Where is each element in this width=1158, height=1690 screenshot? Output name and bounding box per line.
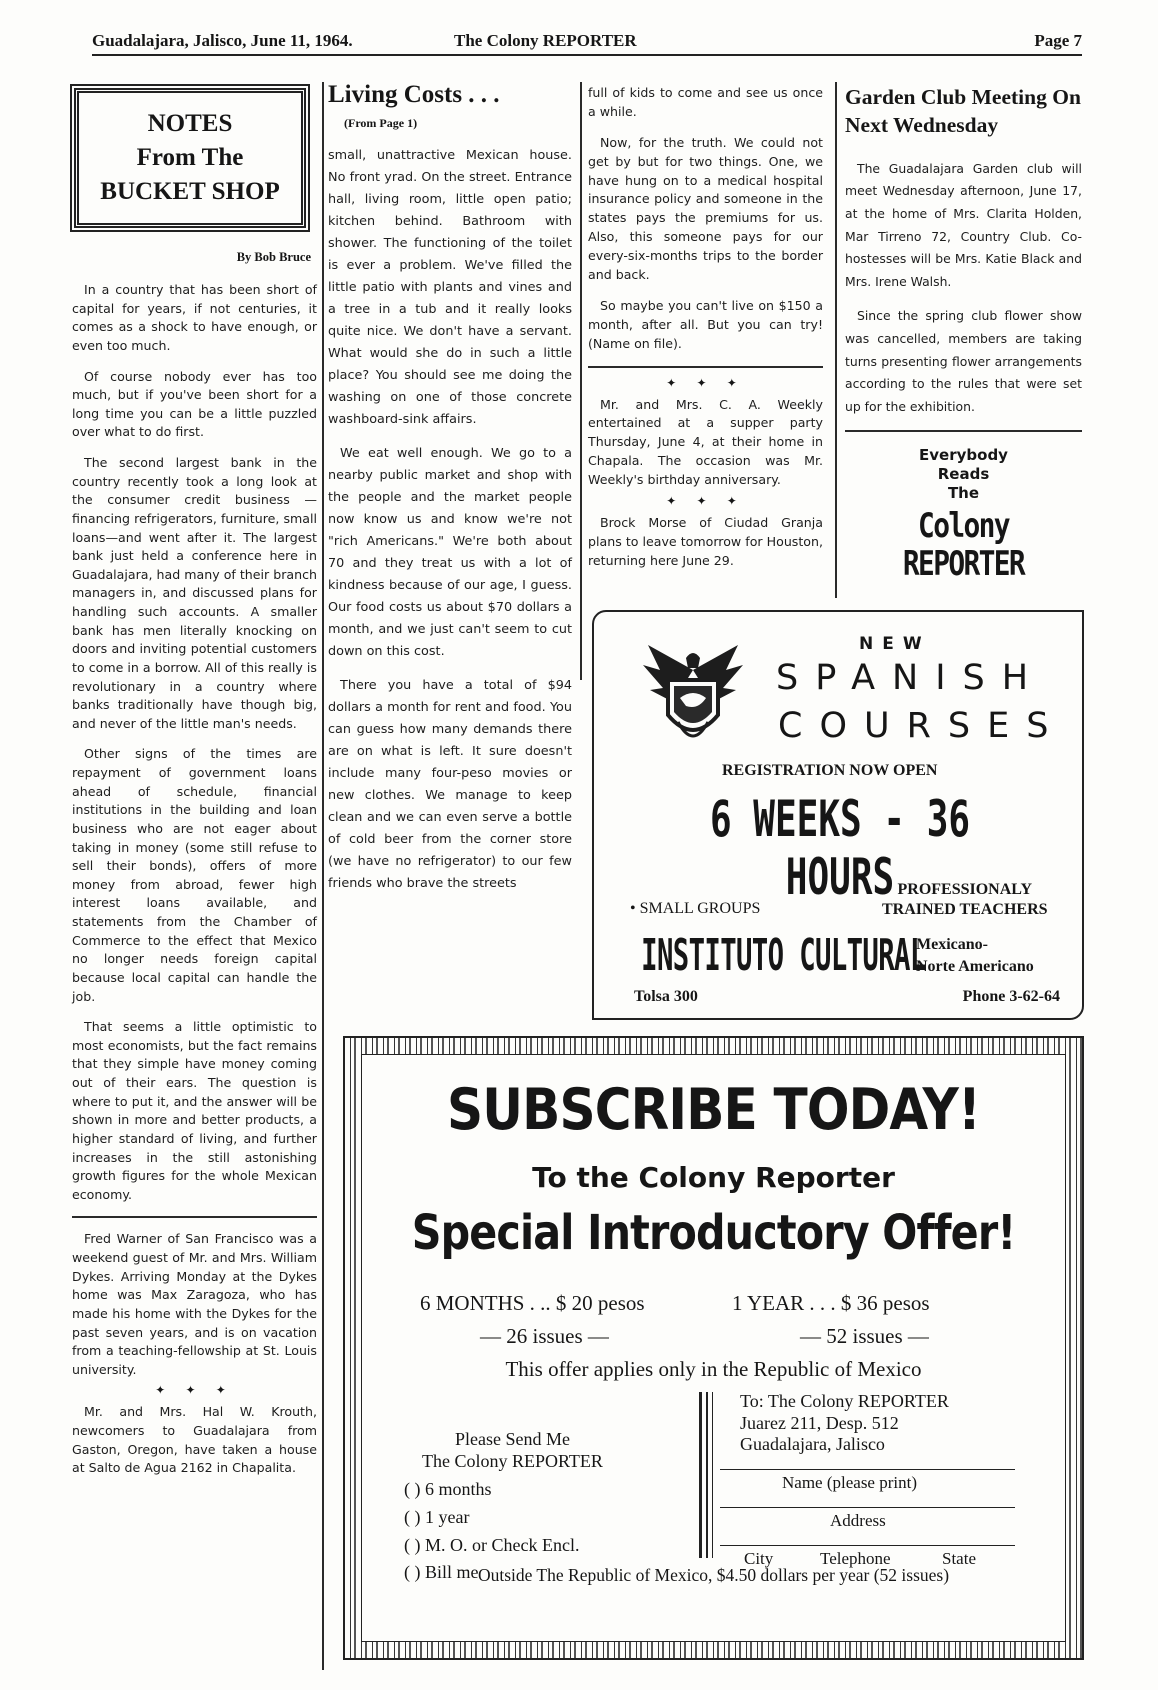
spanish-courses-ad [592, 610, 1084, 1020]
ad-small-groups: • SMALL GROUPS [630, 900, 761, 917]
promo-line: Reads [937, 464, 990, 483]
ad-spanish: SPANISH [776, 658, 1046, 698]
issues-26: — 26 issues — [480, 1324, 609, 1348]
please-send-me [422, 1429, 603, 1472]
issues-52: — 52 issues — [800, 1324, 929, 1348]
special-offer: Special Introductory Offer! [411, 1205, 1016, 1261]
address-line: Juarez 211, Desp. 512 [740, 1412, 899, 1433]
paragraph: In a country that has been short of capital for years, if not centuries, it comes as a shock to have enough, or even too much. [72, 282, 317, 353]
ornament: ✦ ✦ ✦ [666, 375, 745, 390]
box-title-line: From The [136, 144, 244, 172]
ad-teachers-line: PROFESSIONALY [897, 881, 1033, 898]
dateline: Guadalajara, Jalisco, June 11, 1964. [92, 31, 353, 50]
section-divider [72, 1216, 317, 1218]
paragraph: full of kids to come and see us once a while. [588, 85, 823, 119]
box-title-line: BUCKET SHOP [100, 177, 280, 205]
paragraph: Now, for the truth. We could not get by but for two things. One, we have hung on to a medical hospital insurance policy and someone in the states pays the premiums for us. Also, this someone pays for our every-six-months trips to the border and back. [588, 134, 823, 283]
byline: By Bob Bruce [236, 250, 311, 264]
bucket-shop-column [72, 88, 317, 1490]
subscribe-to: To the Colony Reporter [532, 1161, 895, 1194]
masthead [92, 28, 1082, 56]
garden-club-column [845, 84, 1082, 583]
paragraph: So maybe you can't live on $150 a month, after all. But you can try! (Name on file). [588, 297, 823, 351]
name-line [720, 1469, 1015, 1470]
telephone-field[interactable]: Telephone [820, 1549, 891, 1568]
subscribe-ad [343, 1036, 1084, 1660]
ad-phone: Phone 3-62-64 [962, 988, 1060, 1005]
city-field[interactable]: City [744, 1549, 774, 1568]
coupon-divider [706, 1392, 708, 1558]
name-field[interactable]: Name (please print) [782, 1473, 917, 1492]
eagle-emblem-icon [638, 640, 748, 755]
ad-institute-name: INSTITUTO CULTURAL [641, 930, 926, 981]
paragraph: The Guadalajara Garden club will meet Wednesday afternoon, June 17, at the home of Mrs. Clarita Holden, Mar Tirreno 72, Country Club. Co-hostesses will be Mrs. Katie Black and Mrs. Irene Walsh. [845, 160, 1082, 289]
section-divider [845, 430, 1082, 432]
ad-teachers-line: TRAINED TEACHERS [882, 900, 1048, 918]
price-6-months: 6 MONTHS . .. $ 20 pesos [420, 1291, 645, 1315]
ornament: ✦ ✦ ✦ [155, 1383, 234, 1398]
address-line-rule [720, 1507, 1015, 1508]
paragraph: We eat well enough. We go to a nearby public market and shop with the people and the market people now know us and know we're not "rich Americans." We're both about 70 and they treat us with a lot of kindness because of our age, I guess. Our food costs us about $70 dollars a month, and we just can't seem to cut down on this cost. [328, 446, 572, 659]
paragraph: That seems a little optimistic to most economists, but the fact remains that they simple have money coming out of their ears. The question is where to put it, and the answer will be shown in more and better products, a higher standard of living, and further increases in the still astonishing growth figures for the whole Mexican economy. [72, 1019, 317, 1202]
subscribe-title: SUBSCRIBE TODAY! [447, 1077, 980, 1143]
please-line: Please Send Me [454, 1429, 570, 1449]
outside-mexico-price: Outside The Republic of Mexico, $4.50 dollars per year (52 issues) [477, 1565, 950, 1585]
column-rule [580, 82, 582, 680]
option-check-checkbox[interactable]: ( ) M. O. or Check Encl. [404, 1535, 580, 1555]
promo-line: Everybody [919, 446, 1008, 465]
please-line: The Colony REPORTER [422, 1450, 603, 1471]
paper-name: The Colony REPORTER [454, 31, 637, 50]
price-1-year: 1 YEAR . . . $ 36 pesos [732, 1291, 930, 1315]
continued-from: (From Page 1) [344, 116, 418, 130]
bucket-shop-heading-box [74, 88, 306, 228]
mailing-address [740, 1391, 949, 1456]
reads-promo [845, 446, 1082, 502]
state-field[interactable]: State [942, 1549, 976, 1568]
paragraph: There you have a total of $94 dollars a month for rent and food. You can guess how many demands there are on what is left. It sure doesn't include many four-peso movies or new clothes. We manage to keep clean and we can even serve a bottle of cold beer from the corner store (we have no refrigerator) to our few friends who brave the streets [328, 678, 572, 891]
ad-institute-sub-line: Mexicano- [916, 936, 988, 953]
city-line [720, 1545, 1015, 1546]
ad-institute-sub-line: Norte Americano [916, 957, 1034, 975]
address-line: To: The Colony REPORTER [740, 1391, 949, 1411]
subscribe-ad-panel [361, 1054, 1066, 1642]
ad-institute-sub [916, 934, 1034, 977]
coupon-divider [699, 1392, 702, 1558]
option-bill-me-checkbox[interactable]: ( ) Bill me [404, 1562, 479, 1582]
ad-new: NEW [859, 634, 931, 654]
offer-applies: This offer applies only in the Republic of Mexico [505, 1357, 922, 1381]
paragraph: Of course nobody ever has too much, but if you've been short for a long time you can be a little puzzled over what to do first. [72, 368, 317, 440]
ad-duration: 6 WEEKS - 36 HOURS [709, 790, 971, 906]
address-line: Guadalajara, Jalisco [740, 1434, 885, 1455]
ad-registration: REGISTRATION NOW OPEN [722, 762, 938, 779]
ad-courses: COURSES [778, 706, 1066, 746]
paragraph: The second largest bank in the country recently took a long look at the consumer credit business —financing refrigerators, furniture, small loans—and went after it. The largest bank just held a conference here in Guadalajara, had many of their branch managers in, and discussed plans for handling such accounts. A smaller bank has men literally knocking on doors and inviting potential customers to come in a borrow. All of this really is revolutionary in a country where banks traditionally have though big, and never of the little man's needs. [72, 455, 317, 731]
page-number: Page 7 [1034, 31, 1082, 50]
paragraph: Since the spring club flower show was cancelled, members are taking turns presenting flower arrangements according to the rules that were set up for the exhibition. [845, 308, 1082, 414]
colony-reporter-logo: Colony REPORTER [902, 506, 1025, 584]
ad-address: Tolsa 300 [634, 988, 698, 1005]
promo-line: The [947, 483, 980, 502]
social-item: Mr. and Mrs. C. A. Weekly entertained at a supper party Thursday, June 4, at their home in Chapala. The occasion was Mr. Weekly's birthday anniversary. [588, 396, 823, 488]
ornament: ✦ ✦ ✦ [666, 494, 745, 509]
social-item: Brock Morse of Ciudad Granja plans to leave tomorrow for Houston, returning here June 29. [588, 515, 823, 568]
box-title-line: NOTES [147, 110, 233, 138]
paragraph: Other signs of the times are repayment of government loans ahead of schedule, financial institutions in the building and loan business who are not eager about taking in money (some still refuse to sell their bonds), offers of more money from abroad, fewer high interest loans available, and statements from the Chamber of Commerce to the effect that Mexico no longer needs foreign capital because local capital can handle the job. [72, 746, 317, 1004]
paragraph: small, unattractive Mexican house. No front yrad. On the street. Entrance hall, living room, little open patio; kitchen behind. Bathroom with shower. The functioning of the toilet is ever a problem. We've filled the little patio with plants and vines and a tree in a tub and it really looks quite nice. We don't have a servant. What would she do in such a little place? You should see me doing the washing on one of those concrete washboard-sink affairs. [328, 148, 572, 427]
living-costs-continued-column [588, 84, 823, 583]
option-1-year-checkbox[interactable]: ( ) 1 year [404, 1507, 470, 1527]
column-rule [835, 82, 837, 598]
section-divider [588, 366, 823, 368]
ad-teachers [882, 880, 1048, 919]
social-item: Fred Warner of San Francisco was a weekend guest of Mr. and Mrs. William Dykes. Arriving Monday at the Dykes home was Max Zaragoza, who has made his home with the Dykes for the past seven years, and is on vacation from a teaching-fellowship at St. Louis university. [72, 1231, 317, 1377]
coupon-divider [712, 1392, 713, 1558]
living-costs-headline: Living Costs . . . [328, 81, 500, 108]
column-rule [322, 82, 324, 1670]
garden-club-headline: Garden Club Meeting On Next Wednesday [845, 85, 1081, 137]
address-field[interactable]: Address [830, 1511, 886, 1530]
social-item: Mr. and Mrs. Hal W. Krouth, newcomers to Guadalajara from Gaston, Oregon, have taken a house at Salto de Agua 2162 in Chapalita. [72, 1404, 317, 1476]
living-costs-column [328, 80, 572, 907]
option-6-months-checkbox[interactable]: ( ) 6 months [404, 1479, 492, 1499]
